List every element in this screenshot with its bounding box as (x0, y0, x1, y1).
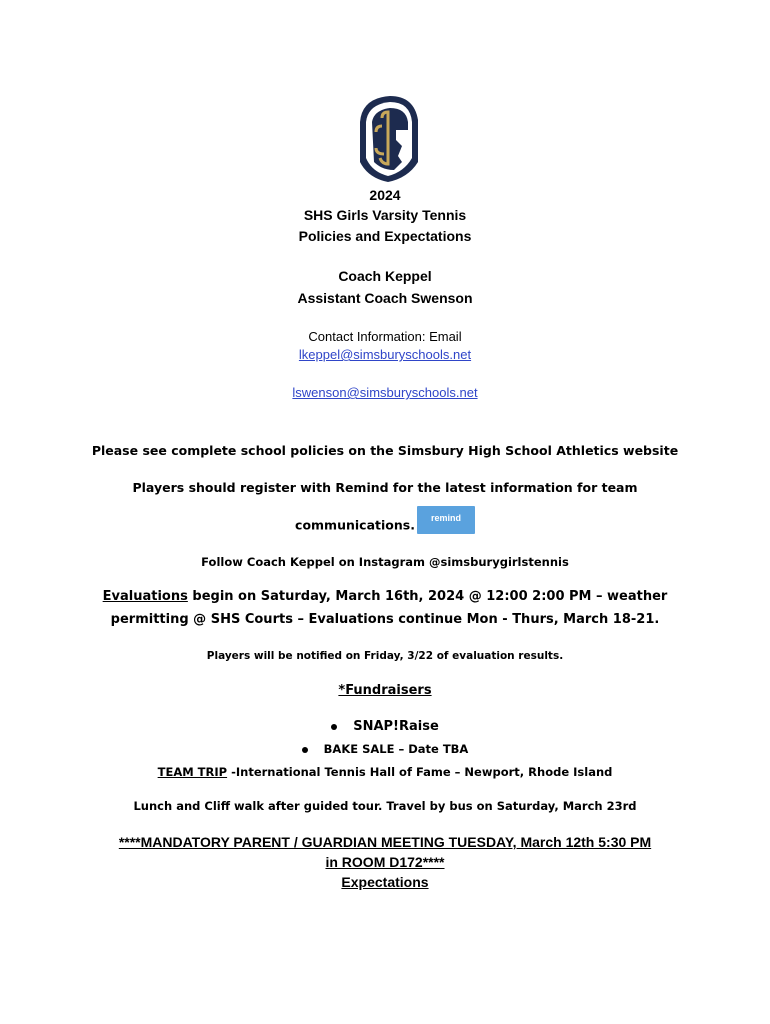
email-link-keppel[interactable]: lkeppel@simsburyschools.net (298, 347, 472, 362)
remind-badge-label: remind (430, 513, 461, 523)
bullet-icon (331, 724, 337, 730)
assistant-coach-name: Assistant Coach Swenson (297, 290, 473, 306)
shs-logo (352, 92, 422, 184)
year: 2024 (369, 187, 401, 203)
coach-name: Coach Keppel (338, 268, 432, 284)
fundraiser-item: SNAP!Raise (0, 719, 770, 734)
email-link-swenson[interactable]: lswenson@simsburyschools.net (292, 385, 478, 400)
remind-text-line1: Players should register with Remind for the latest information for team (132, 480, 638, 495)
meeting-notice-line2: in ROOM D172**** (325, 854, 445, 870)
lunch-note: Lunch and Cliff walk after guided tour. Travel by bus on Saturday, March 23rd (133, 799, 637, 813)
policies-note: Please see complete school policies on the Simsbury High School Athletics website (91, 443, 679, 458)
team-trip-text: -International Tennis Hall of Fame – Newport, Rhode Island (227, 765, 613, 779)
expectations-heading: Expectations (341, 874, 429, 890)
evaluations-label: Evaluations (102, 589, 188, 604)
contact-label: Contact Information: Email (308, 329, 462, 344)
evaluations-line2: permitting @ SHS Courts – Evaluations continue Mon - Thurs, March 18-21. (110, 612, 660, 627)
notification-note: Players will be notified on Friday, 3/22 of evaluation results. (206, 650, 564, 662)
fundraiser-item: BAKE SALE – Date TBA (0, 742, 770, 756)
remind-badge[interactable] (417, 506, 475, 534)
instagram-note: Follow Coach Keppel on Instagram @simsburygirlstennis (201, 555, 569, 569)
team-trip-label: TEAM TRIP (157, 765, 228, 779)
evaluations-line1 (0, 589, 770, 604)
meeting-notice-line1: ****MANDATORY PARENT / GUARDIAN MEETING TUESDAY, March 12th 5:30 PM (118, 834, 652, 850)
document-title: SHS Girls Varsity Tennis (303, 207, 467, 223)
remind-text-line2: communications. (295, 517, 415, 533)
document-subtitle: Policies and Expectations (298, 228, 472, 244)
evaluations-text: begin on Saturday, March 16th, 2024 @ 12:00 2:00 PM – weather (187, 589, 668, 604)
team-trip (0, 765, 770, 779)
bullet-icon (302, 747, 308, 753)
fundraisers-heading: *Fundraisers (338, 683, 432, 698)
